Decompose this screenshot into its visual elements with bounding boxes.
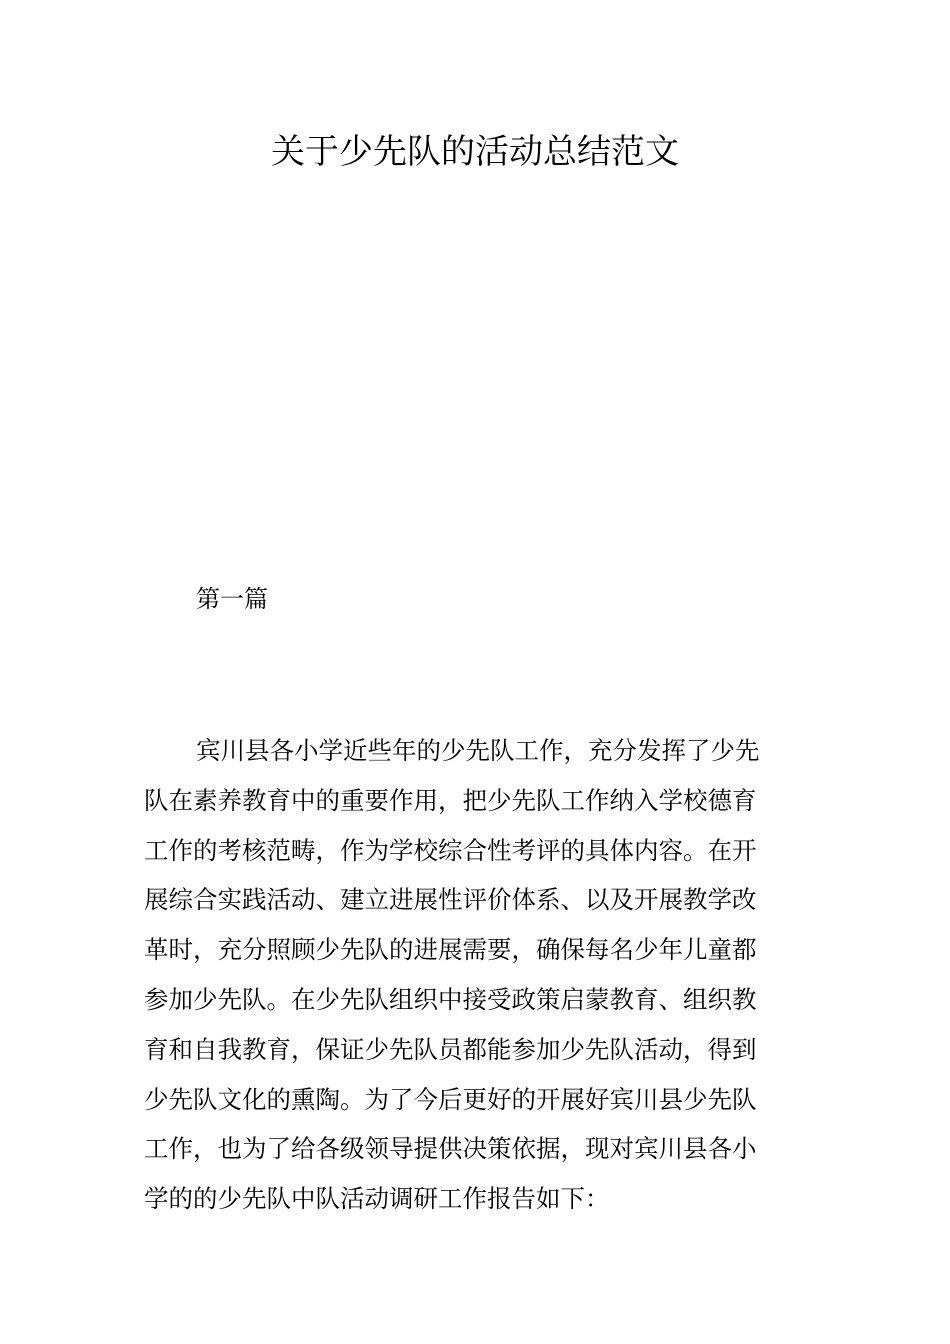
paragraph-line: 学的的少先队中队活动调研工作报告如下： [144, 1184, 610, 1214]
paragraph-line: 革时，充分照顾少先队的进展需要，确保每名少年儿童都 [144, 935, 757, 965]
paragraph-line: 宾川县各小学近些年的少先队工作，充分发挥了少先 [196, 736, 760, 765]
paragraph-line: 育和自我教育，保证少先队员都能参加少先队活动，得到 [144, 1034, 757, 1064]
paragraph-line: 展综合实践活动、建立进展性评价体系、以及开展教学改 [144, 885, 757, 915]
paragraph-line: 工作的考核范畴，作为学校综合性考评的具体内容。在开 [144, 835, 757, 865]
paragraph-line: 少先队文化的熏陶。为了今后更好的开展好宾川县少先队 [144, 1084, 757, 1114]
section-heading: 第一篇 [196, 585, 268, 613]
paragraph-line: 参加少先队。在少先队组织中接受政策启蒙教育、组织教 [144, 984, 757, 1014]
body-paragraph [144, 726, 810, 1224]
paragraph-line: 工作，也为了给各级领导提供决策依据，现对宾川县各小 [144, 1134, 757, 1164]
paragraph-line: 队在素养教育中的重要作用，把少先队工作纳入学校德育 [144, 785, 757, 815]
document-title: 关于少先队的活动总结范文 [271, 132, 679, 172]
